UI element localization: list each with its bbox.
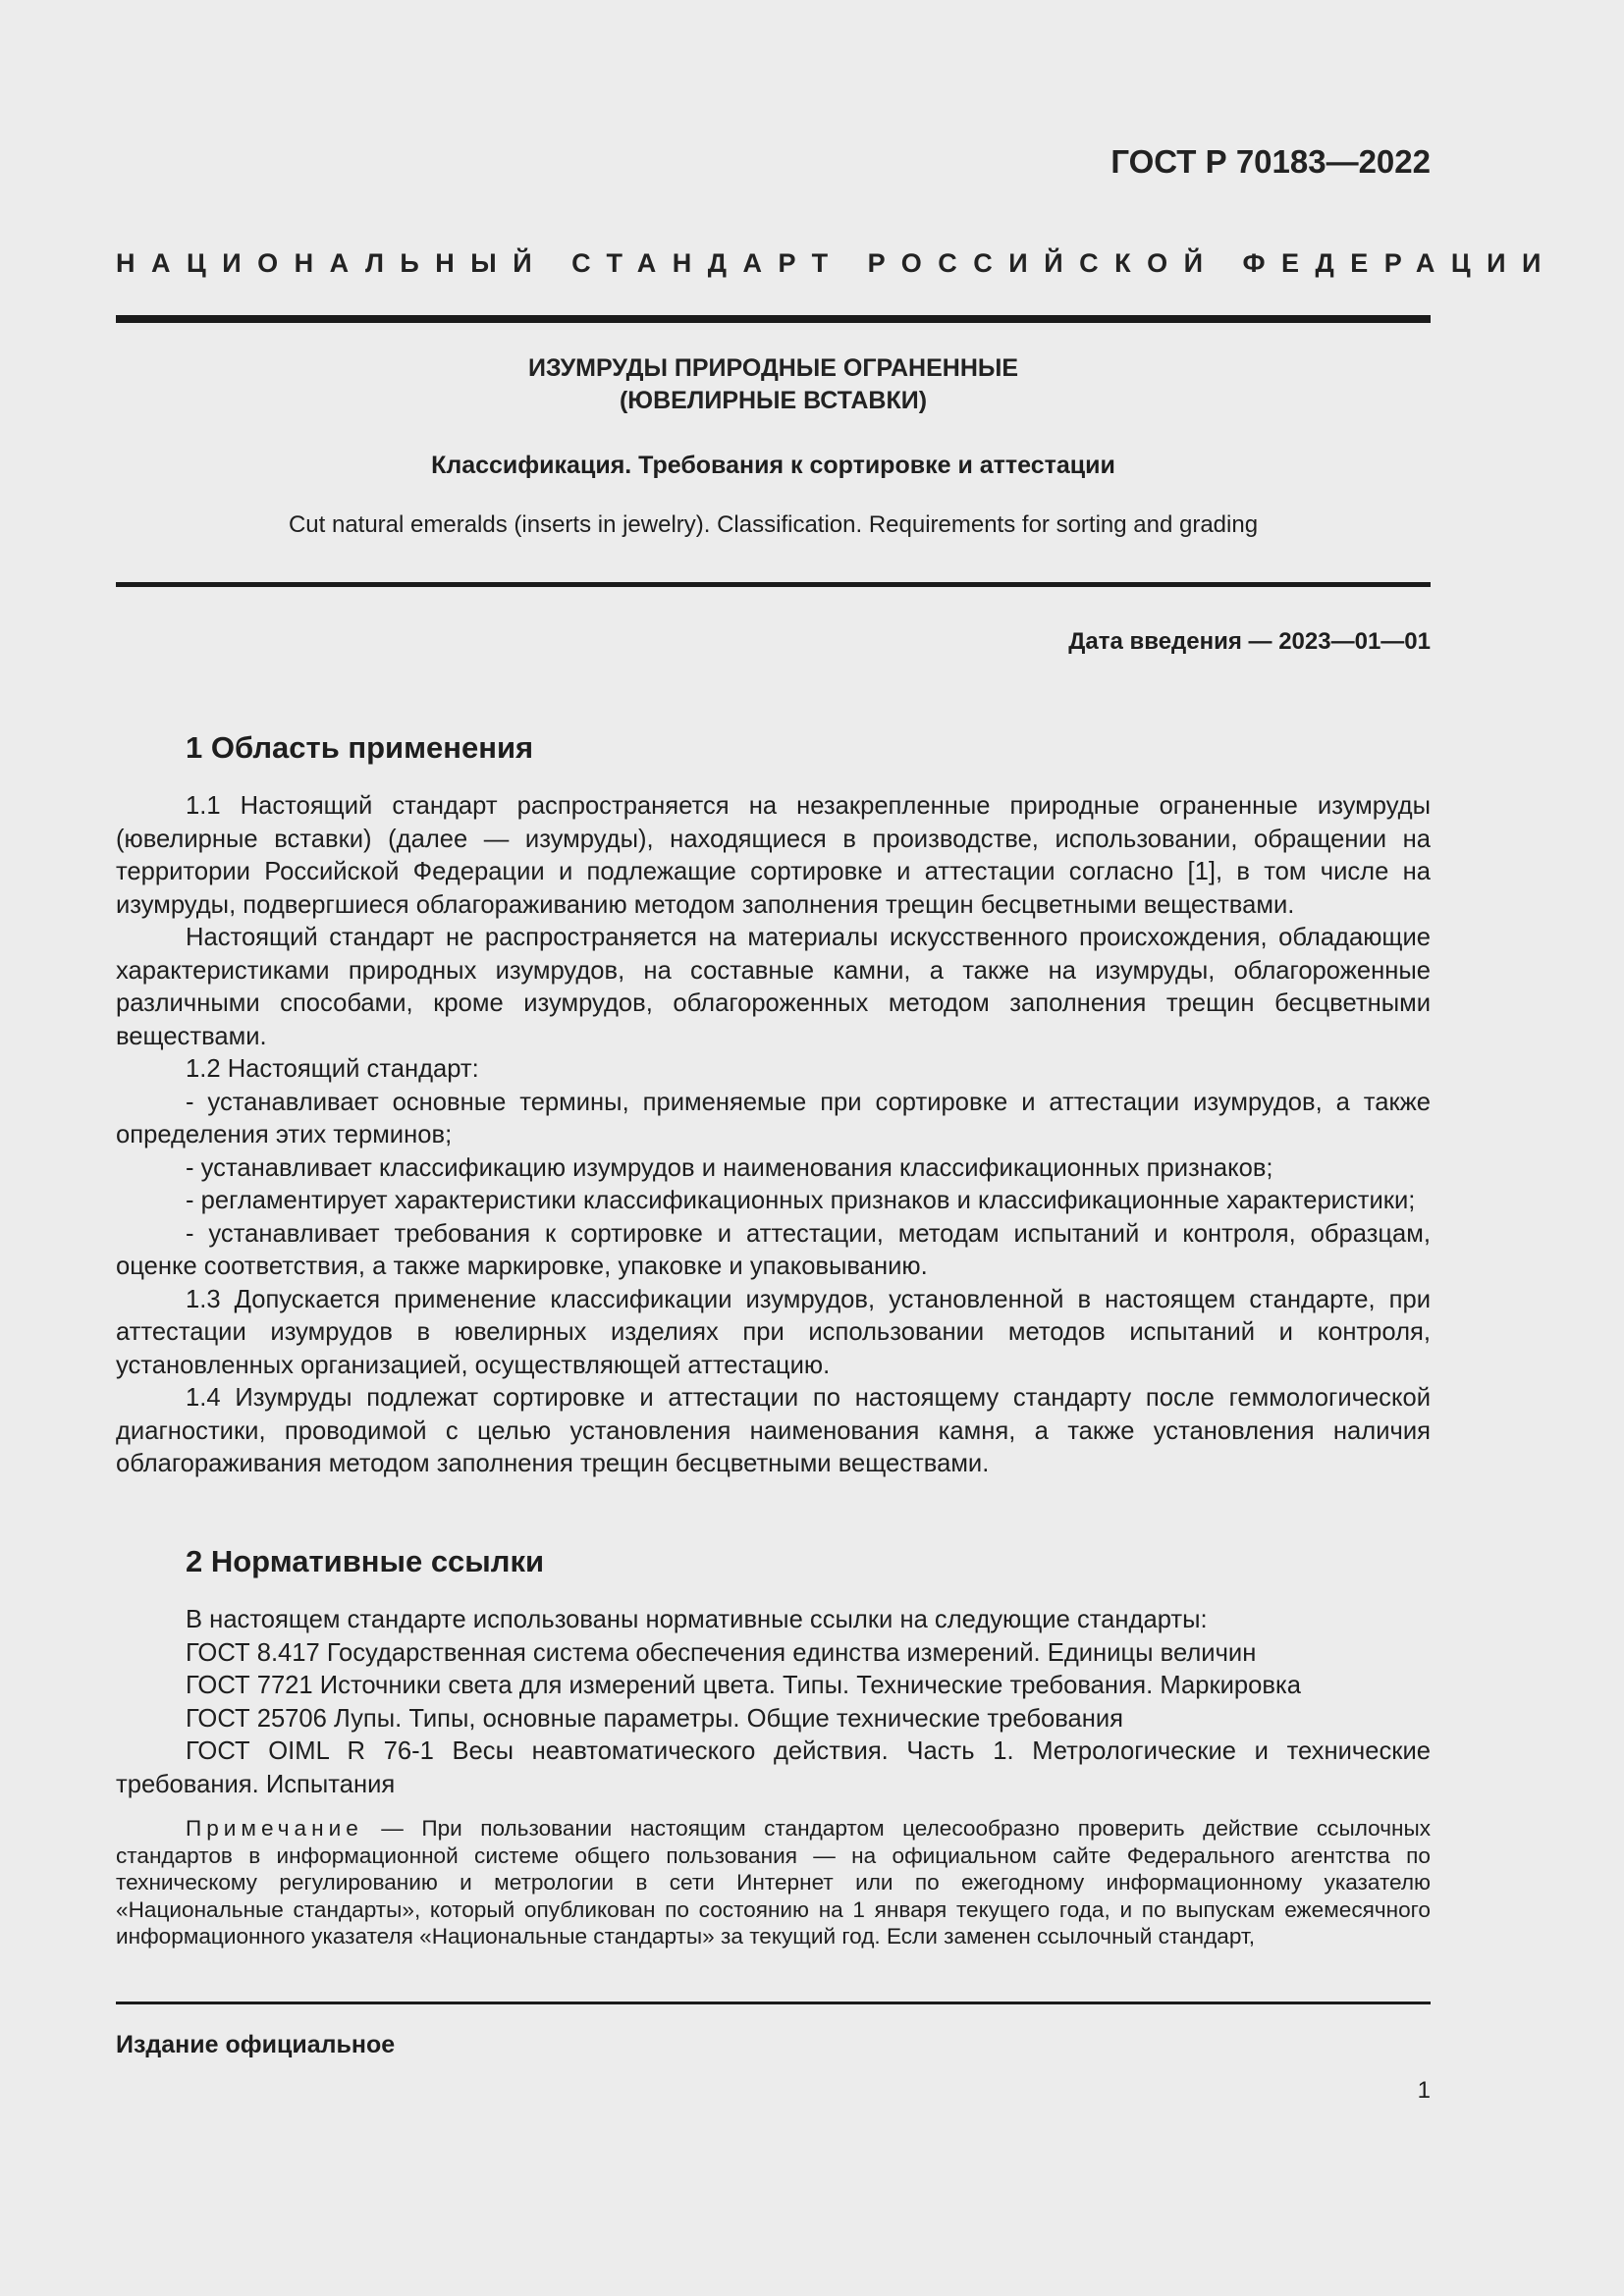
section-1-body xyxy=(116,790,1431,1481)
page-number: 1 xyxy=(1417,2077,1431,2104)
reference-item: ГОСТ 25706 Лупы. Типы, основные параметры. Общие технические требования xyxy=(186,1704,1124,1733)
list-item: - регламентирует характеристики классификационных признаков и классификационные характеристики; xyxy=(186,1187,1416,1214)
reference-item: ГОСТ 8.417 Государственная система обеспечения единства измерений. Единицы величин xyxy=(186,1638,1257,1667)
list-item: - устанавливает классификацию изумрудов и наименования классификационных признаков; xyxy=(186,1153,1273,1182)
national-standard-banner: НАЦИОНАЛЬНЫЙ СТАНДАРТ РОССИЙСКОЙ ФЕДЕРАЦИИ xyxy=(116,248,1557,278)
header-divider xyxy=(116,315,1431,323)
section-2-body xyxy=(116,1604,1431,1801)
title-divider xyxy=(116,582,1431,587)
list-item: - устанавливает требования к сортировке и аттестации, методам испытаний и контроля, образцам, оценке соответствия, а также маркировке, упаковке и упаковыванию. xyxy=(116,1219,1431,1280)
list-item: - устанавливает основные термины, применяемые при сортировке и аттестации изумрудов, а также определения этих терминов; xyxy=(116,1088,1431,1148)
paragraph-1-3: 1.3 Допускается применение классификации изумрудов, установленной в настоящем стандарте, при аттестации изумрудов в ювелирных изделиях при использовании методов испытаний и контроля, установленных организацией, осуществляющей аттестацию. xyxy=(116,1285,1431,1379)
section-2-heading: 2 Нормативные ссылки xyxy=(186,1544,545,1578)
references-intro: В настоящем стандарте использованы нормативные ссылки на следующие стандарты: xyxy=(186,1606,1208,1633)
paragraph-1-1: 1.1 Настоящий стандарт распространяется на незакрепленные природные ограненные изумруды (ювелирные вставки) (далее — изумруды), находящиеся в производстве, использовании, обращении на территории Российской Федерации и подлежащие сортировке и аттестации согласно [1], в том числе на изумруды, подвергшиеся облагораживанию методом заполнения трещин бесцветными веществами. xyxy=(116,792,1431,919)
english-title: Cut natural emeralds (inserts in jewelry). Classification. Requirements for sorting and grading xyxy=(288,511,1259,538)
paragraph-1-2: 1.2 Настоящий стандарт: xyxy=(186,1055,479,1083)
reference-item: ГОСТ OIML R 76-1 Весы неавтоматического действия. Часть 1. Метрологические и технические требования. Испытания xyxy=(116,1737,1431,1798)
paragraph-1-1-2: Настоящий стандарт не распространяется на материалы искусственного происхождения, обладающие характеристиками природных изумрудов, на составные камни, а также на изумруды, облагороженные различными способами, кроме изумрудов, облагороженных методом заполнения трещин бесцветными веществами. xyxy=(116,924,1431,1050)
introduction-date: Дата введения — 2023—01—01 xyxy=(1068,628,1431,655)
reference-item: ГОСТ 7721 Источники света для измерений цвета. Типы. Технические требования. Маркировка xyxy=(186,1672,1301,1699)
note-paragraph xyxy=(116,1815,1431,1950)
section-1-heading: 1 Область применения xyxy=(186,730,534,765)
footer-divider xyxy=(116,2002,1431,2004)
note-label: Примечание xyxy=(186,1816,363,1841)
paragraph-1-4: 1.4 Изумруды подлежат сортировке и аттестации по настоящему стандарту после геммологической диагностики, проводимой с целью установления наименования камня, а также установления наличия облагораживания методом заполнения трещин бесцветными веществами. xyxy=(116,1384,1431,1477)
document-subtitle: Классификация. Требования к сортировке и аттестации xyxy=(431,452,1115,479)
document-title-line1: ИЗУМРУДЫ ПРИРОДНЫЕ ОГРАНЕННЫЕ xyxy=(527,354,1019,382)
official-edition-label: Издание официальное xyxy=(116,2031,396,2058)
document-page xyxy=(116,0,1557,2296)
standard-number: ГОСТ Р 70183—2022 xyxy=(1110,143,1431,180)
document-title-line2: (ЮВЕЛИРНЫЕ ВСТАВКИ) xyxy=(619,387,928,414)
note-text: — При пользовании настоящим стандартом целесообразно проверить действие ссылочных стандартов в информационной системе общего пользования — на официальном сайте Федерального агентства по техническому регулированию и метрологии в сети Интернет или по ежегодному информационному указателю «Национальные стандарты», который опубликован по состоянию на 1 января текущего года, и по выпускам ежемесячного информационного указателя «Национальные стандарты» за текущий год. Если заменен ссылочный стандарт, xyxy=(116,1816,1431,1949)
